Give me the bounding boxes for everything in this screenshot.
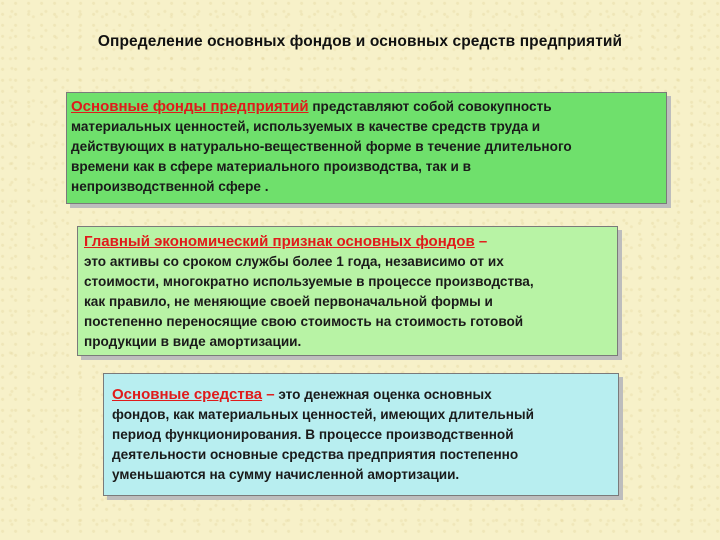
box1-line-3: действующих в натурально-вещественной форме в течение длительного	[71, 139, 572, 154]
box1-line-2: материальных ценностей, используемых в качестве средств труда и	[71, 119, 541, 134]
definition-box-fixed-funds	[66, 92, 667, 204]
box3-line-2: фондов, как материальных ценностей, имеющих длительный	[112, 407, 534, 422]
box2-line-1: это активы со сроком службы более 1 года, независимо от их	[84, 254, 504, 269]
term-fixed-assets: Основные средства	[112, 386, 263, 403]
box3-dash: –	[262, 386, 275, 403]
box3-line-3: период функционирования. В процессе производственной	[112, 427, 514, 442]
definition-box-fixed-assets	[103, 373, 619, 496]
term-main-feature: Главный экономический признак основных фондов	[84, 233, 475, 250]
box2-line-3: как правило, не меняющие своей первоначальной формы и	[84, 294, 493, 309]
box1-line-5: непроизводственной сфере .	[71, 179, 269, 194]
box3-line-1: это денежная оценка основных	[274, 387, 492, 402]
box3-line-4: деятельности основные средства предприятия постепенно	[112, 447, 519, 462]
box2-line-4: постепенно переносящие свою стоимость на стоимость готовой	[84, 314, 524, 329]
definition-box-main-feature	[77, 226, 618, 356]
slide-title: Определение основных фондов и основных средств предприятий	[97, 33, 623, 50]
box3-line-5: уменьшаются на сумму начисленной амортизации.	[112, 467, 460, 482]
box1-first-line	[71, 97, 660, 117]
box2-dash: –	[474, 233, 488, 250]
term-fixed-funds: Основные фонды предприятий	[71, 98, 309, 115]
box1-line-1: представляют собой совокупность	[308, 99, 552, 114]
box1-line-4: времени как в сфере материального производства, так и в	[71, 159, 471, 174]
box2-line-2: стоимости, многократно используемые в процессе производства,	[84, 274, 534, 289]
box3-first-line	[112, 385, 610, 405]
box2-line-5: продукции в виде амортизации.	[84, 334, 302, 349]
box2-first-line	[84, 232, 611, 252]
